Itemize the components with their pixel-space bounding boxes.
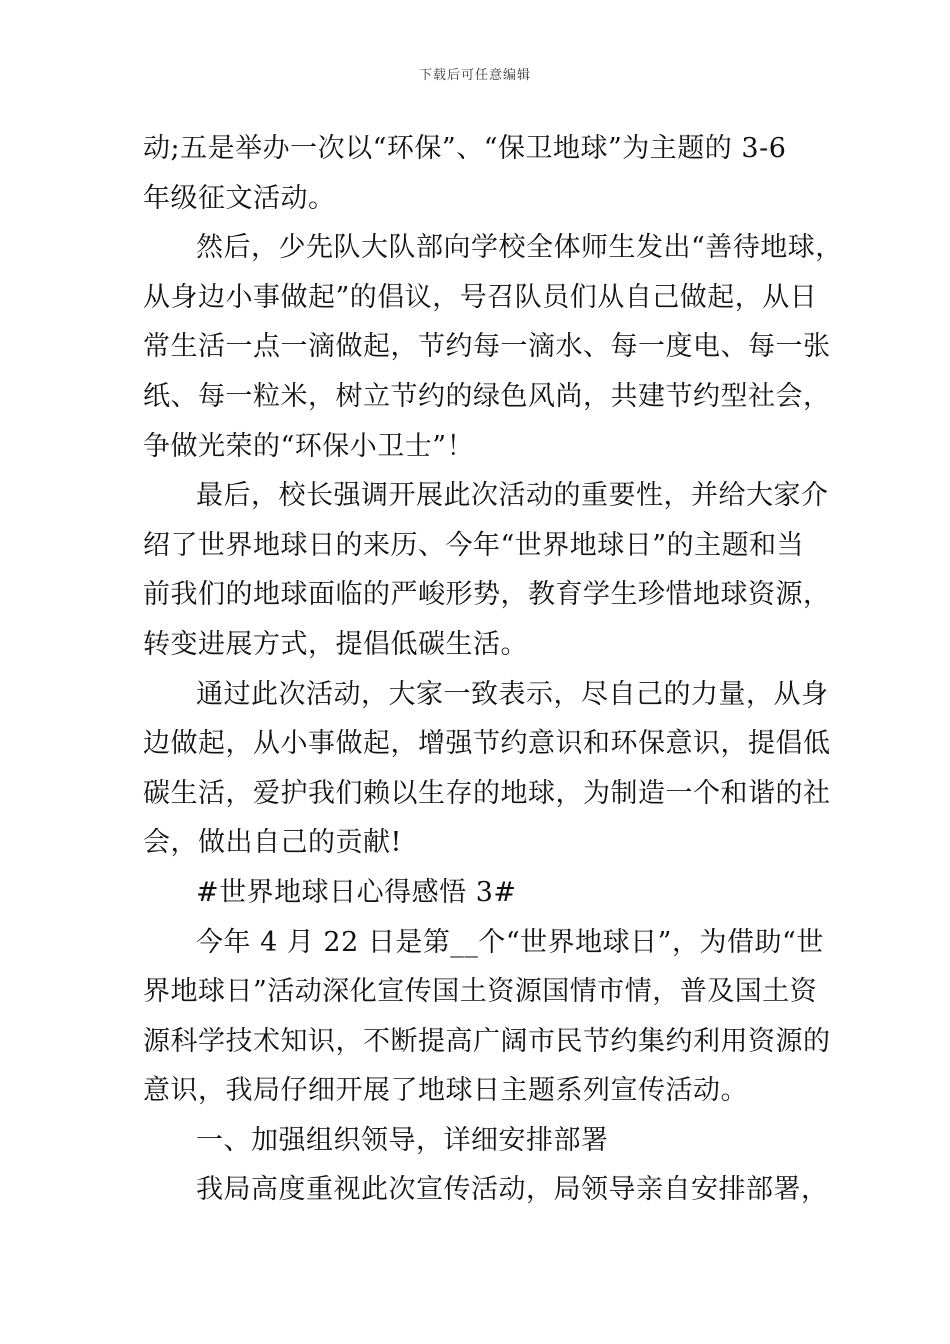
text-line: 动;五是举办一次以“环保”、“保卫地球”为主题的 3-6 <box>143 133 787 164</box>
text-line: 最后，校长强调开展此次活动的重要性，并给大家介 <box>196 480 829 512</box>
text-line: 然后，少先队大队部向学校全体师生发出“善待地球， <box>196 232 843 264</box>
text-line: 从身边小事做起”的倡议，号召队员们从自己做起，从日 <box>143 281 818 313</box>
text-line: 界地球日”活动深化宣传国土资源国情市情，普及国土资 <box>143 976 818 1008</box>
text-line: 意识，我局仔细开展了地球日主题系列宣传活动。 <box>143 1075 748 1107</box>
text-line: 今年 4 月 22 日是第__个“世界地球日”，为借助“世 <box>196 926 824 958</box>
section-heading: #世界地球日心得感悟 3# <box>196 876 517 908</box>
text-line: 会，做出自己的贡献! <box>143 827 402 859</box>
text-line: 争做光荣的“环保小卫士”！ <box>143 430 475 462</box>
text-line: 边做起，从小事做起，增强节约意识和环保意识，提倡低 <box>143 728 831 760</box>
text-line: 源科学技术知识，不断提高广阔市民节约集约利用资源的 <box>143 1025 831 1057</box>
text-line: 碳生活，爱护我们赖以生存的地球，为制造一个和谐的社 <box>143 777 831 809</box>
page-header: 下载后可任意编辑 <box>418 68 531 83</box>
text-line: 我局高度重视此次宣传活动，局领导亲自安排部署， <box>196 1174 829 1206</box>
text-line: 纸、每一粒米，树立节约的绿色风尚，共建节约型社会， <box>143 380 831 412</box>
text-line: 通过此次活动，大家一致表示，尽自己的力量，从身 <box>196 678 829 710</box>
text-line: 转变进展方式，提倡低碳生活。 <box>143 628 528 660</box>
text-line: 绍了世界地球日的来历、今年“世界地球日”的主题和当 <box>143 529 805 561</box>
text-line: 常生活一点一滴做起，节约每一滴水、每一度电、每一张 <box>143 331 831 363</box>
document-body <box>143 124 843 1215</box>
text-line: 年级征文活动。 <box>143 182 336 214</box>
text-line: 前我们的地球面临的严峻形势，教育学生珍惜地球资源， <box>143 579 831 611</box>
subsection-heading: 一、加强组织领导，详细安排部署 <box>196 1124 609 1156</box>
